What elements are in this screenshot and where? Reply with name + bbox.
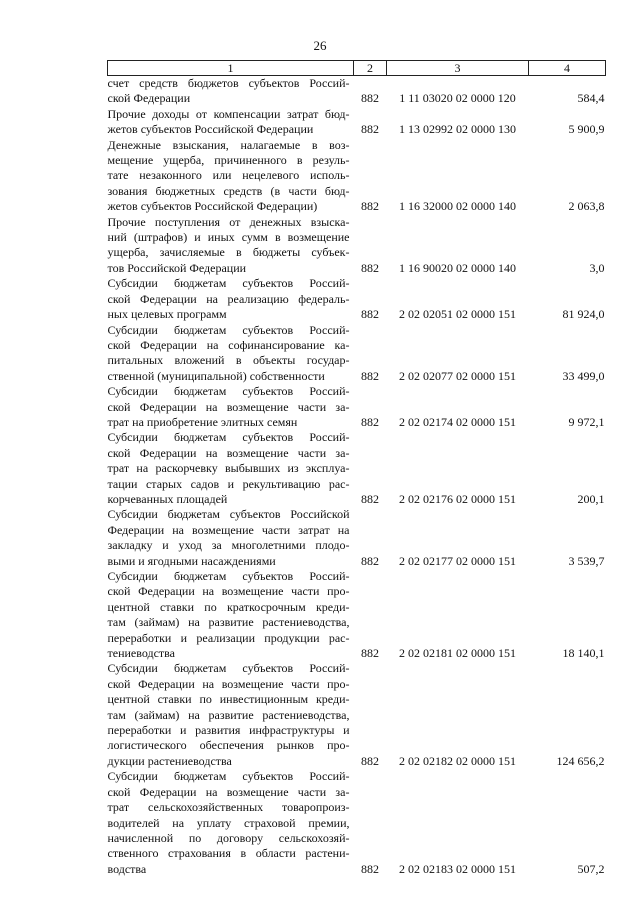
row-amount: 9 972,1 (568, 414, 605, 429)
table-row (108, 215, 606, 277)
row-description (108, 430, 354, 507)
description-line: счет средств бюджетов субъектов Россий- (107, 76, 350, 90)
description-line: водства (107, 861, 147, 876)
row-amount: 18 140,1 (562, 646, 605, 661)
description-line: ской Федерации (107, 91, 191, 106)
description-line: ской Федерации на возмещение части за- (107, 399, 350, 414)
row-budget-code: 1 16 32000 02 0000 140 (399, 199, 516, 214)
row-ministry-code: 882 (361, 91, 379, 106)
row-ministry-code: 882 (361, 646, 379, 661)
row-ministry-code: 882 (361, 414, 379, 429)
description-line: корчеванных площадей (107, 491, 228, 506)
row-budget-code: 2 02 02051 02 0000 151 (399, 307, 516, 322)
description-line: Прочие поступления от денежных взыска- (107, 214, 350, 229)
description-line: зования бюджетных средств (в части бюд- (107, 183, 350, 198)
description-line: Субсидии бюджетам субъектов Российской (107, 507, 350, 522)
description-line: ской Федерации на возмещение части за- (107, 784, 350, 799)
table-row (108, 107, 606, 138)
row-ministry-code: 882 (361, 368, 379, 383)
table-row (108, 138, 606, 215)
row-description (108, 76, 354, 107)
row-description (108, 569, 354, 661)
row-amount: 507,2 (577, 861, 605, 876)
description-line: выми и ягодными насаждениями (107, 553, 276, 568)
table-row (108, 507, 606, 569)
description-line: центной ставки по инвестиционным креди- (107, 692, 350, 707)
description-line: тениеводства (107, 646, 175, 661)
row-amount: 3,0 (589, 260, 605, 275)
description-line: жетов субъектов Российской Федерации (107, 122, 314, 137)
description-line: ской Федерации на возмещение части за- (107, 445, 350, 460)
row-ministry-code: 882 (361, 861, 379, 876)
row-description (108, 323, 354, 385)
budget-table (107, 60, 606, 877)
row-ministry-code: 882 (361, 753, 379, 768)
description-line: центной ставки по краткосрочным креди- (107, 599, 350, 614)
row-ministry-code: 882 (361, 307, 379, 322)
description-line: Субсидии бюджетам субъектов Россий- (107, 322, 350, 337)
description-line: тате незаконного или нецелевого исполь- (107, 168, 350, 183)
table-row (108, 661, 606, 769)
description-line: трат сельскохозяйственных товаропроиз- (107, 800, 350, 815)
description-line: ственного страхования в области растени- (107, 846, 350, 861)
row-amount: 3 539,7 (568, 553, 605, 568)
row-amount: 2 063,8 (568, 199, 605, 214)
table-body (108, 76, 606, 878)
table-row (108, 430, 606, 507)
table-row (108, 569, 606, 661)
column-number-row (108, 61, 606, 76)
row-description (108, 107, 354, 138)
row-description (108, 215, 354, 277)
row-ministry-code: 882 (361, 199, 379, 214)
table-row (108, 276, 606, 322)
description-line: Прочие доходы от компенсации затрат бюд- (107, 106, 350, 121)
row-budget-code: 2 02 02183 02 0000 151 (399, 861, 516, 876)
description-line: ний (штрафов) и иных сумм в возмещение (107, 230, 350, 245)
row-amount: 124 656,2 (556, 753, 605, 768)
row-description (108, 276, 354, 322)
row-description (108, 661, 354, 769)
description-line: жетов субъектов Российской Федерации) (107, 199, 318, 214)
description-line: тации старых садов и рекультивацию рас- (107, 476, 350, 491)
description-line: ской Федерации на возмещение части про- (107, 676, 350, 691)
description-line: Субсидии бюджетам субъектов Россий- (107, 430, 350, 445)
description-line: Субсидии бюджетам субъектов Россий- (107, 769, 350, 784)
row-ministry-code: 882 (361, 122, 379, 137)
description-line: Денежные взыскания, налагаемые в воз- (107, 137, 350, 152)
row-amount: 584,4 (577, 91, 605, 106)
description-line: Субсидии бюджетам субъектов Россий- (107, 384, 350, 399)
description-line: Субсидии бюджетам субъектов Россий- (107, 661, 350, 676)
row-description (108, 138, 354, 215)
description-line: логистического обеспечения рынков про- (107, 738, 350, 753)
row-ministry-code: 882 (361, 260, 379, 275)
description-line: Федерации на возмещение части затрат на (107, 522, 350, 537)
description-line: ственной (муниципальной) собственности (107, 368, 325, 383)
row-description (108, 384, 354, 430)
column-3-header: 3 (387, 61, 529, 76)
table-row (108, 323, 606, 385)
column-2-header: 2 (354, 61, 387, 76)
description-line: Субсидии бюджетам субъектов Россий- (107, 276, 350, 291)
description-line: переработки и развития инфраструктуры и (107, 723, 350, 738)
description-line: ской Федерации на возмещение части про- (107, 584, 350, 599)
description-line: тов Российской Федерации (107, 260, 247, 275)
description-line: ской Федерации на реализацию федераль- (107, 291, 350, 306)
row-budget-code: 1 13 02992 02 0000 130 (399, 122, 516, 137)
table-row (108, 76, 606, 107)
row-budget-code: 2 02 02077 02 0000 151 (399, 368, 516, 383)
table-header (108, 61, 606, 76)
description-line: мещение ущерба, причиненного в резуль- (107, 153, 350, 168)
page-number: 26 (313, 38, 327, 53)
description-line: трат на приобретение элитных семян (107, 414, 298, 429)
row-description (108, 507, 354, 569)
description-line: закладку и уход за многолетними плодо- (107, 538, 350, 553)
description-line: ущерба, зачисляемые в бюджеты субъек- (107, 245, 350, 260)
row-budget-code: 2 02 02176 02 0000 151 (399, 491, 516, 506)
description-line: водителей на уплату страховой премии, (107, 815, 350, 830)
row-budget-code: 1 11 03020 02 0000 120 (399, 91, 516, 106)
column-4-header: 4 (529, 61, 606, 76)
row-amount: 200,1 (577, 491, 605, 506)
column-1-header: 1 (108, 61, 354, 76)
description-line: трат на раскорчевку выбывших из эксплуа- (107, 461, 350, 476)
row-amount: 5 900,9 (568, 122, 605, 137)
table-row (108, 769, 606, 877)
row-ministry-code: 882 (361, 491, 379, 506)
row-budget-code: 2 02 02177 02 0000 151 (399, 553, 516, 568)
row-budget-code: 1 16 90020 02 0000 140 (399, 260, 516, 275)
description-line: там (займам) на развитие растениеводства, (107, 707, 350, 722)
row-amount: 81 924,0 (562, 307, 605, 322)
row-ministry-code: 882 (361, 553, 379, 568)
table-row (108, 384, 606, 430)
row-budget-code: 2 02 02181 02 0000 151 (399, 646, 516, 661)
row-budget-code: 2 02 02174 02 0000 151 (399, 414, 516, 429)
description-line: ных целевых программ (107, 307, 227, 322)
description-line: дукции растениеводства (107, 753, 232, 768)
description-line: переработки и реализации продукции рас- (107, 630, 350, 645)
row-description (108, 769, 354, 877)
description-line: ской Федерации на софинансирование ка- (107, 337, 350, 352)
description-line: начисленной по договору сельскохозяй- (107, 830, 350, 845)
description-line: Субсидии бюджетам субъектов Россий- (107, 569, 350, 583)
row-amount: 33 499,0 (562, 368, 605, 383)
description-line: питальных вложений в объекты государ- (107, 353, 350, 368)
description-line: там (займам) на развитие растениеводства, (107, 615, 350, 630)
row-budget-code: 2 02 02182 02 0000 151 (399, 753, 516, 768)
